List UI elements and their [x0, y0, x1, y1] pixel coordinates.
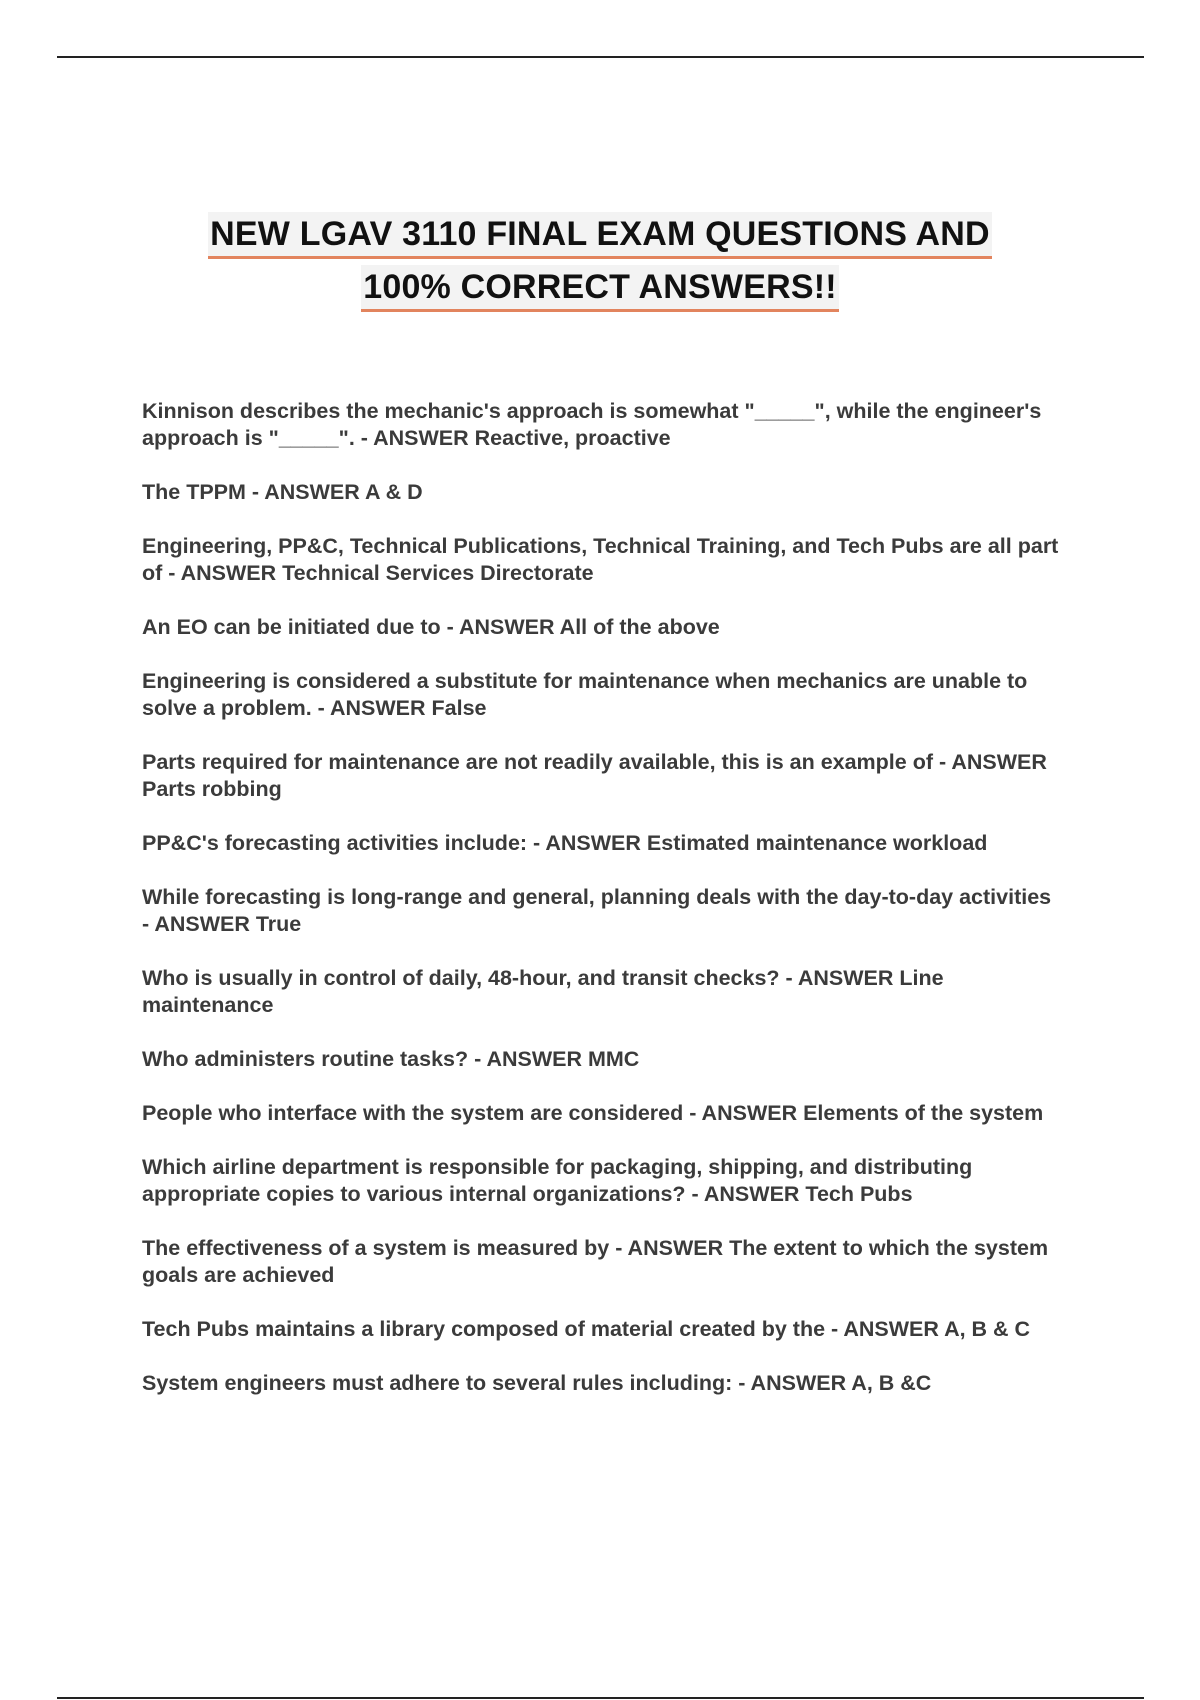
qa-item: System engineers must adhere to several rules including: - ANSWER A, B &C	[142, 1371, 932, 1395]
qa-item: PP&C's forecasting activities include: - ANSWER Estimated maintenance workload	[142, 831, 988, 855]
qa-item: Engineering is considered a substitute for maintenance when mechanics are unable to solve a problem. - ANSWER False	[142, 669, 1028, 720]
qa-item: Parts required for maintenance are not readily available, this is an example of - ANSWER Parts robbing	[142, 750, 1047, 801]
qa-item: Who is usually in control of daily, 48-hour, and transit checks? - ANSWER Line maintenance	[142, 966, 944, 1017]
qa-item: An EO can be initiated due to - ANSWER All of the above	[142, 615, 720, 639]
qa-item: The TPPM - ANSWER A & D	[142, 480, 423, 504]
qa-item: The effectiveness of a system is measured by - ANSWER The extent to which the system goals are achieved	[142, 1236, 1049, 1287]
qa-item: Engineering, PP&C, Technical Publications, Technical Training, and Tech Pubs are all part of - ANSWER Technical Services Directorate	[142, 534, 1059, 585]
qa-list	[142, 398, 1064, 1424]
top-rule	[57, 56, 1144, 58]
bottom-rule	[57, 1697, 1144, 1699]
qa-item: Tech Pubs maintains a library composed of material created by the - ANSWER A, B & C	[142, 1317, 1031, 1341]
document-title	[0, 212, 1200, 312]
qa-item: Kinnison describes the mechanic's approach is somewhat "_____", while the engineer's approach is "_____". - ANSWER Reactive, proactive	[142, 399, 1042, 450]
qa-item: While forecasting is long-range and general, planning deals with the day-to-day activities - ANSWER True	[142, 885, 1052, 936]
title-line-2: 100% CORRECT ANSWERS!!	[361, 265, 839, 312]
qa-item: Who administers routine tasks? - ANSWER MMC	[142, 1047, 640, 1071]
qa-item: People who interface with the system are considered - ANSWER Elements of the system	[142, 1101, 1044, 1125]
title-line-1: NEW LGAV 3110 FINAL EXAM QUESTIONS AND	[208, 212, 992, 259]
qa-item: Which airline department is responsible for packaging, shipping, and distributing appropriate copies to various internal organizations? - ANSWER Tech Pubs	[142, 1155, 973, 1206]
